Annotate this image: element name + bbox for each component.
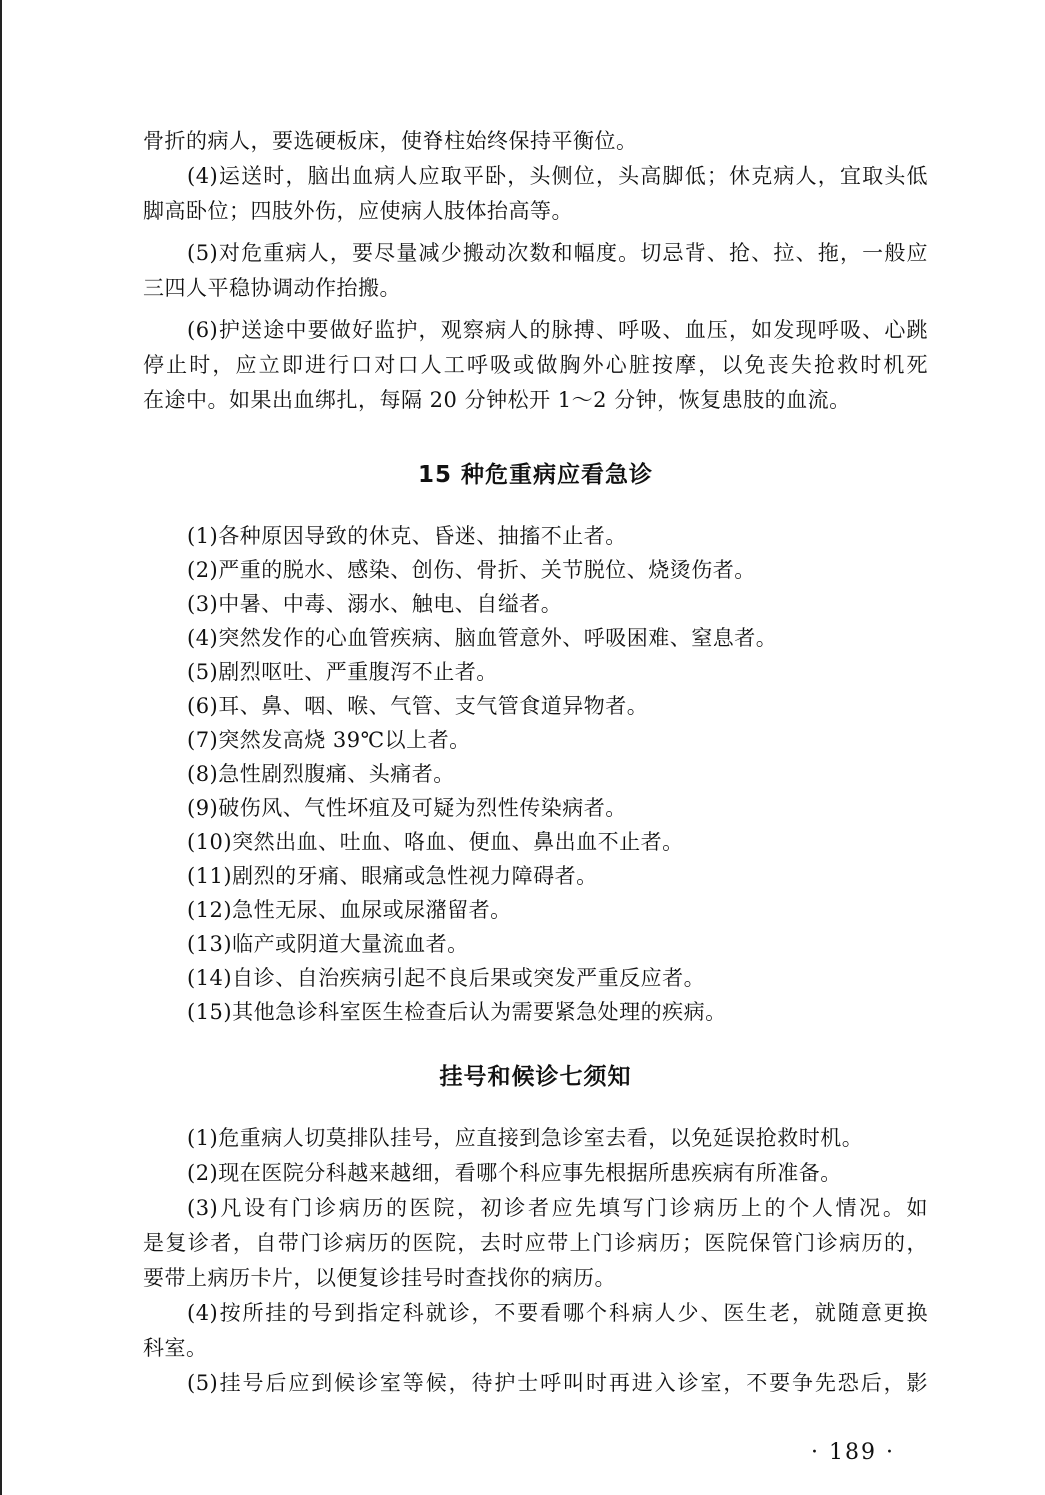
paragraph-line: (3)凡设有门诊病历的医院，初诊者应先填写门诊病历上的个人情况。如 — [187, 1196, 928, 1220]
list-item: (9)破伤风、气性坏疽及可疑为烈性传染病者。 — [187, 796, 627, 820]
paragraph-line: 三四人平稳协调动作抬搬。 — [143, 276, 401, 300]
list-item: (15)其他急诊科室医生检查后认为需要紧急处理的疾病。 — [187, 1000, 727, 1024]
paragraph-line: (5)对危重病人，要尽量减少搬动次数和幅度。切忌背、抢、拉、拖，一般应 — [187, 241, 928, 265]
section-heading: 挂号和候诊七须知 — [439, 1064, 632, 1090]
list-item: (3)中暑、中毒、溺水、触电、自缢者。 — [187, 592, 563, 616]
page-number: · 189 · — [811, 1440, 895, 1465]
paragraph-line: 科室。 — [143, 1336, 208, 1360]
paragraph-line: (2)现在医院分科越来越细，看哪个科应事先根据所患疾病有所准备。 — [187, 1161, 842, 1185]
list-item: (1)各种原因导致的休克、昏迷、抽搐不止者。 — [187, 524, 627, 548]
list-item: (11)剧烈的牙痛、眼痛或急性视力障碍者。 — [187, 864, 598, 888]
list-item: (4)突然发作的心血管疾病、脑血管意外、呼吸困难、窒息者。 — [187, 626, 778, 650]
paragraph-line: (1)危重病人切莫排队挂号，应直接到急诊室去看，以免延误抢救时机。 — [187, 1126, 864, 1150]
paragraph-line: 在途中。如果出血绑扎，每隔 20 分钟松开 1～2 分钟，恢复患肢的血流。 — [143, 388, 851, 412]
list-item: (12)急性无尿、血尿或尿潴留者。 — [187, 898, 512, 922]
list-item: (5)剧烈呕吐、严重腹泻不止者。 — [187, 660, 498, 684]
list-item: (7)突然发高烧 39℃以上者。 — [187, 728, 471, 752]
list-item: (13)临产或阴道大量流血者。 — [187, 932, 469, 956]
paragraph-line: (4)运送时，脑出血病人应取平卧，头侧位，头高脚低；休克病人，宜取头低 — [187, 164, 928, 188]
paragraph-line: 骨折的病人，要选硬板床，使脊柱始终保持平衡位。 — [143, 129, 638, 153]
section-heading: 15 种危重病应看急诊 — [417, 462, 653, 488]
paragraph-line: (6)护送途中要做好监护，观察病人的脉搏、呼吸、血压，如发现呼吸、心跳 — [187, 318, 928, 342]
section-transport — [143, 124, 928, 418]
page-content — [143, 124, 928, 1401]
paragraph-line: 停止时，应立即进行口对口人工呼吸或做胸外心脏按摩，以免丧失抢救时机死 — [143, 353, 928, 377]
paragraph-line: 是复诊者，自带门诊病历的医院，去时应带上门诊病历；医院保管门诊病历的， — [143, 1231, 928, 1255]
paragraph-line: 脚高卧位；四肢外伤，应使病人肢体抬高等。 — [143, 199, 573, 223]
list-item: (6)耳、鼻、咽、喉、气管、支气管食道异物者。 — [187, 694, 649, 718]
paragraph-line: (5)挂号后应到候诊室等候，待护士呼叫时再进入诊室，不要争先恐后，影 — [187, 1371, 928, 1395]
list-item: (14)自诊、自治疾病引起不良后果或突发严重反应者。 — [187, 966, 706, 990]
list-item: (8)急性剧烈腹痛、头痛者。 — [187, 762, 455, 786]
paragraph-line: (4)按所挂的号到指定科就诊，不要看哪个科病人少、医生老，就随意更换 — [187, 1301, 928, 1325]
list-item: (10)突然出血、吐血、咯血、便血、鼻出血不止者。 — [187, 830, 684, 854]
section-registration — [143, 1121, 928, 1401]
list-item: (2)严重的脱水、感染、创伤、骨折、关节脱位、烧烫伤者。 — [187, 558, 756, 582]
paragraph-line: 要带上病历卡片，以便复诊挂号时查找你的病历。 — [143, 1266, 616, 1290]
emergency-list — [143, 519, 928, 1029]
